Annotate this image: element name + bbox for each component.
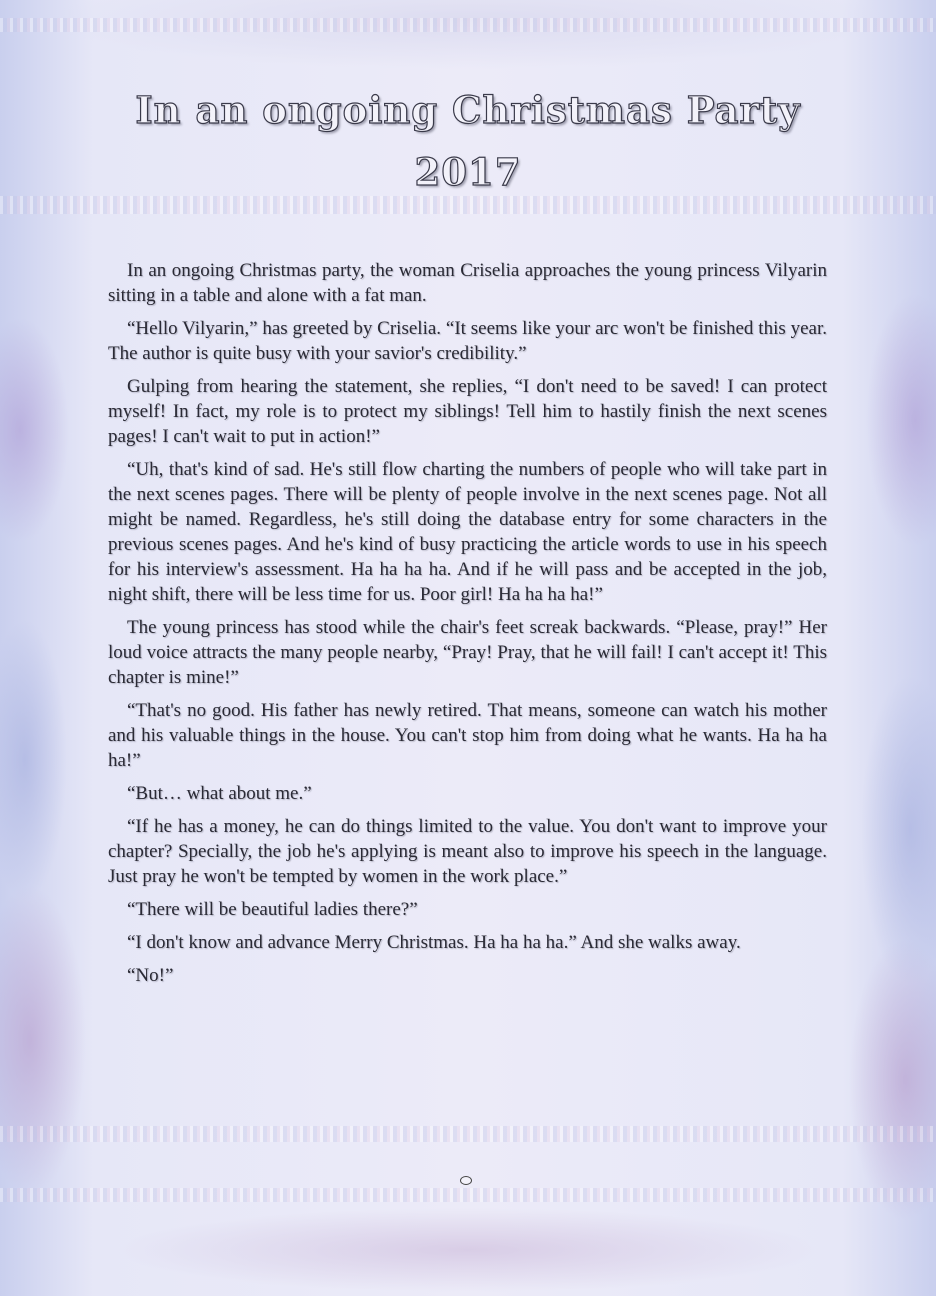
decorative-stripe bbox=[0, 1188, 936, 1202]
paragraph: “That's no good. His father has newly retired. That means, someone can watch his mother and his valuable things in the house. You can't stop him from doing what he wants. Ha ha ha ha!” bbox=[108, 700, 827, 771]
paragraph: “But… what about me.” bbox=[127, 783, 312, 804]
paragraph: “Hello Vilyarin,” has greeted by Criselia. “It seems like your arc won't be finished this year. The author is quite busy with your savior's credibility.” bbox=[108, 318, 827, 364]
paragraph: In an ongoing Christmas party, the woman Criselia approaches the young princess Vilyarin sitting in a table and alone with a fat man. bbox=[108, 260, 827, 306]
page-marker-icon bbox=[460, 1176, 472, 1185]
paragraph: “Uh, that's kind of sad. He's still flow charting the numbers of people who will take part in the next scenes pages. There will be plenty of people involve in the next scenes page. Not all might be named. Regardless, he's still doing the database entry for some characters in the previous scenes pages. And he's kind of busy practicing the article words to use in his speech for his interview's assessment. Ha ha ha ha. And if he will pass and be accepted in the job, night shift, there will be less time for us. Poor girl! Ha ha ha ha!” bbox=[108, 459, 827, 605]
page-title: In an ongoing Christmas Party bbox=[135, 88, 801, 132]
story-body bbox=[108, 258, 827, 996]
paragraph: “I don't know and advance Merry Christmas. Ha ha ha ha.” And she walks away. bbox=[127, 932, 741, 953]
decorative-stripe bbox=[0, 18, 936, 32]
paragraph: “There will be beautiful ladies there?” bbox=[127, 899, 418, 920]
page-title-year: 2017 bbox=[414, 150, 522, 194]
paragraph: “No!” bbox=[127, 965, 174, 986]
paragraph: Gulping from hearing the statement, she replies, “I don't need to be saved! I can protect myself! In fact, my role is to protect my siblings! Tell him to hastily finish the next scenes pages! I can't wait to put in action!” bbox=[108, 376, 827, 447]
paragraph: “If he has a money, he can do things limited to the value. You don't want to improve your chapter? Specially, the job he's applying is meant also to improve his speech in the language. Just pray he won't be tempted by women in the work place.” bbox=[108, 816, 827, 887]
paragraph: The young princess has stood while the chair's feet screak backwards. “Please, pray!” Her loud voice attracts the many people nearby, “Pray! Pray, that he will fail! I can't accept it! This chapter is mine!” bbox=[108, 617, 827, 688]
decorative-stripe bbox=[0, 1126, 936, 1142]
